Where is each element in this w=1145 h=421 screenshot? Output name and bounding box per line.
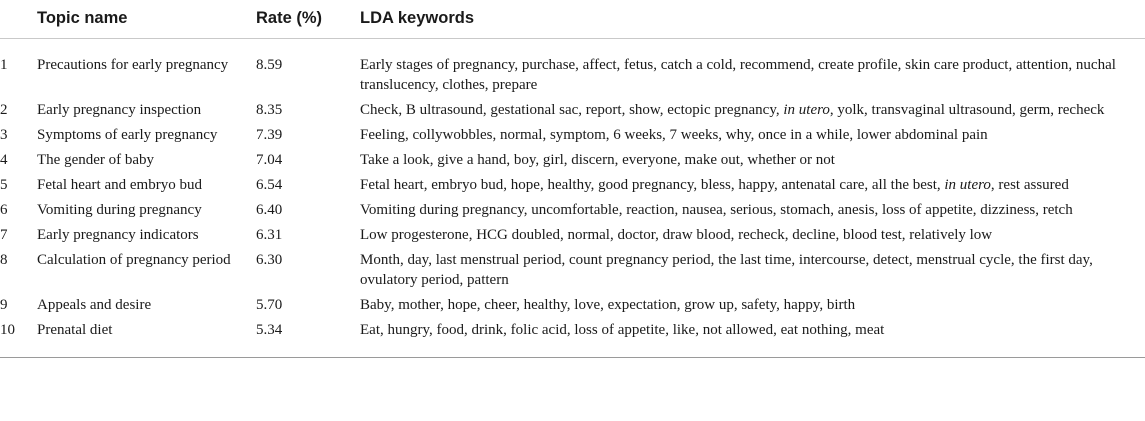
keyword-segment: Month, day, last menstrual period, count pregnancy period, the last time, intercourse, detect, menstrual cycle, the first day, ovulatory period, pattern bbox=[360, 252, 1093, 288]
header-topic-name: Topic name bbox=[37, 0, 256, 39]
lda-keywords bbox=[360, 150, 1145, 175]
keyword-italic-segment: in utero bbox=[783, 102, 830, 118]
keyword-segment: Low progesterone, HCG doubled, normal, doctor, draw blood, recheck, decline, blood test, relatively low bbox=[360, 227, 993, 243]
topic-name: Vomiting during pregnancy bbox=[37, 202, 202, 218]
topic-name: Prenatal diet bbox=[37, 320, 256, 358]
topic-rate: 6.30 bbox=[256, 252, 283, 268]
keyword-segment: Eat, hungry, food, drink, folic acid, loss of appetite, like, not allowed, eat nothing, meat bbox=[360, 322, 885, 338]
lda-keywords bbox=[360, 100, 1145, 125]
lda-keywords bbox=[360, 125, 1145, 150]
header-lda-keywords: LDA keywords bbox=[360, 0, 1145, 39]
table-row bbox=[0, 295, 1145, 320]
lda-keywords bbox=[360, 200, 1145, 225]
header-rate: Rate (%) bbox=[256, 0, 360, 39]
lda-keywords bbox=[360, 39, 1145, 101]
table-body bbox=[0, 39, 1145, 358]
topic-number: 4 bbox=[0, 152, 8, 168]
lda-keywords bbox=[360, 295, 1145, 320]
table-row bbox=[0, 250, 1145, 295]
table-row bbox=[0, 100, 1145, 125]
lda-keywords bbox=[360, 225, 1145, 250]
table-row bbox=[0, 200, 1145, 225]
topic-number: 1 bbox=[0, 57, 8, 73]
topic-name: Fetal heart and embryo bud bbox=[37, 177, 202, 193]
topic-number: 6 bbox=[0, 202, 8, 218]
topic-rate: 8.59 bbox=[256, 57, 283, 73]
table-row bbox=[0, 320, 1145, 358]
keyword-segment: , rest assured bbox=[990, 177, 1069, 193]
table-row bbox=[0, 175, 1145, 200]
keyword-segment: Vomiting during pregnancy, uncomfortable, reaction, nausea, serious, stomach, anesis, loss of appetite, dizziness, retch bbox=[360, 202, 1073, 218]
topic-number: 3 bbox=[0, 127, 8, 143]
keyword-segment: Fetal heart, embryo bud, hope, healthy, good pregnancy, bless, happy, antenatal care, all the best, bbox=[360, 177, 945, 193]
topic-rate: 6.54 bbox=[256, 177, 283, 193]
lda-keywords bbox=[360, 250, 1145, 295]
topic-rate: 7.04 bbox=[256, 152, 283, 168]
topic-number: 8 bbox=[0, 252, 8, 268]
table-row bbox=[0, 150, 1145, 175]
topic-rate: 6.40 bbox=[256, 202, 283, 218]
keyword-segment: Check, B ultrasound, gestational sac, report, show, ectopic pregnancy, bbox=[360, 102, 784, 118]
topic-rate: 7.39 bbox=[256, 127, 283, 143]
table-header bbox=[0, 0, 1145, 39]
topic-name: Early pregnancy indicators bbox=[37, 227, 199, 243]
keyword-italic-segment: in utero bbox=[944, 177, 991, 193]
table-row bbox=[0, 225, 1145, 250]
keyword-segment: Feeling, collywobbles, normal, symptom, 6 weeks, 7 weeks, why, once in a while, lower abdominal pain bbox=[360, 127, 988, 143]
table-row bbox=[0, 39, 1145, 101]
topic-name: Appeals and desire bbox=[37, 297, 152, 313]
topic-number: 10 bbox=[0, 320, 37, 358]
topic-name: Symptoms of early pregnancy bbox=[37, 127, 218, 143]
topic-name: Precautions for early pregnancy bbox=[37, 57, 229, 73]
keyword-segment: Baby, mother, hope, cheer, healthy, love, expectation, grow up, safety, happy, birth bbox=[360, 297, 856, 313]
header-row bbox=[0, 0, 1145, 39]
keyword-segment: , yolk, transvaginal ultrasound, germ, recheck bbox=[829, 102, 1105, 118]
topic-rate: 5.70 bbox=[256, 297, 283, 313]
lda-keywords bbox=[360, 320, 1145, 358]
topic-number: 5 bbox=[0, 177, 8, 193]
topic-rate: 5.34 bbox=[256, 320, 360, 358]
topic-number: 2 bbox=[0, 102, 8, 118]
header-number bbox=[0, 0, 37, 39]
topic-name: Early pregnancy inspection bbox=[37, 102, 202, 118]
topic-name: The gender of baby bbox=[37, 152, 155, 168]
topic-number: 7 bbox=[0, 227, 8, 243]
keyword-segment: Early stages of pregnancy, purchase, affect, fetus, catch a cold, recommend, create profile, skin care product, attention, nuchal translucency, clothes, prepare bbox=[360, 57, 1116, 93]
lda-keywords bbox=[360, 175, 1145, 200]
topic-rate: 6.31 bbox=[256, 227, 283, 243]
keyword-segment: Take a look, give a hand, boy, girl, discern, everyone, make out, whether or not bbox=[360, 152, 835, 168]
topic-rate: 8.35 bbox=[256, 102, 283, 118]
table-row bbox=[0, 125, 1145, 150]
topic-number: 9 bbox=[0, 297, 8, 313]
topic-name: Calculation of pregnancy period bbox=[37, 252, 231, 268]
